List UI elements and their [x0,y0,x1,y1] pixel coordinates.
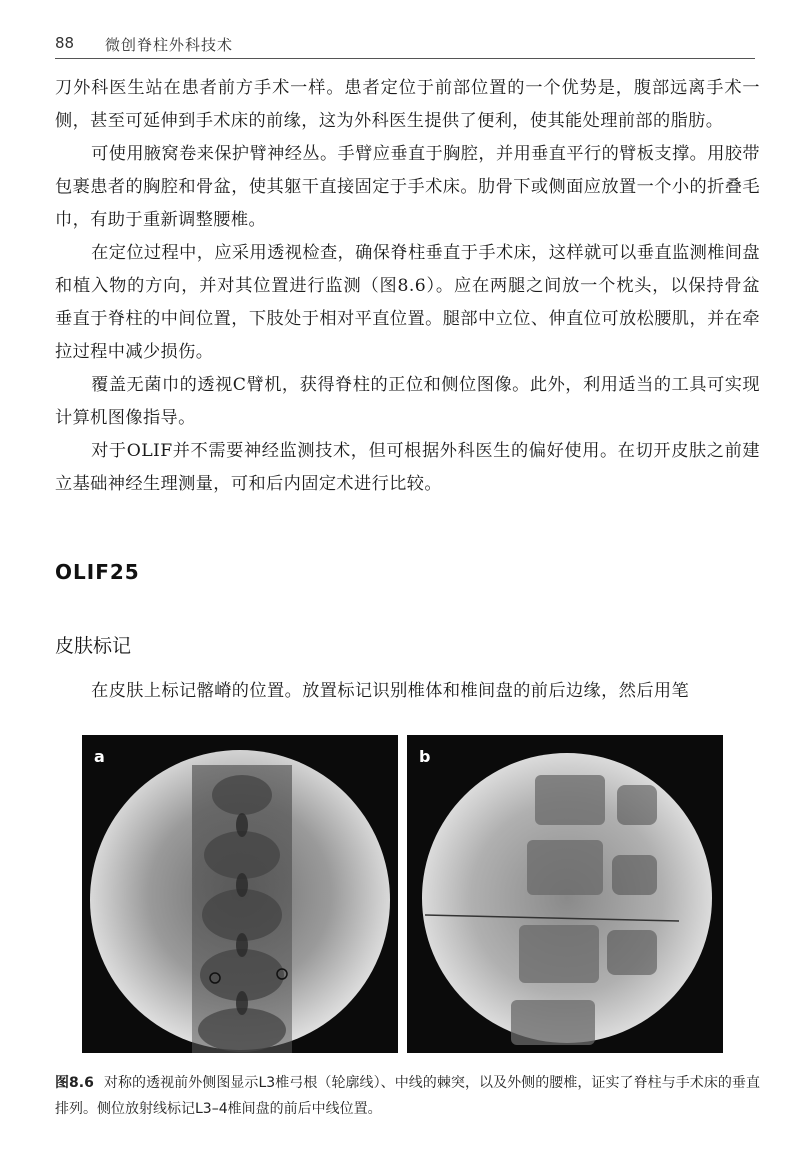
lateral-xray-drawing [407,735,723,1053]
figure-8-6 [82,735,725,1055]
subsection-text [55,675,760,708]
figure-caption [55,1070,760,1122]
main-text [55,72,760,501]
book-title: 微创脊柱外科技术 [105,36,234,54]
panel-b-label: b [419,747,431,766]
panel-a-label: a [94,747,105,766]
paragraph-3: 在定位过程中，应采用透视检查，确保脊柱垂直于手术床，这样就可以垂直监测椎间盘和植入物的方向，并对其位置进行监测（图8.6）。应在两腿之间放一个枕头，以保持骨盆垂直于脊柱的中间位置，下肢处于相对平直位置。腿部中立位、伸直位可放松腰肌，并在牵拉过程中减少损伤。 [55,243,760,362]
paragraph-1: 刀外科医生站在患者前方手术一样。患者定位于前部位置的一个优势是，腹部远离手术一侧，甚至可延伸到手术床的前缘，这为外科医生提供了便利，使其能处理前部的脂肪。 [55,78,760,131]
caption-text: 对称的透视前外侧图显示L3椎弓根（轮廓线）、中线的棘突，以及外侧的腰椎，证实了脊柱与手术床的垂直排列。侧位放射线标记L3–4椎间盘的前后中线位置。 [55,1075,760,1117]
paragraph-2: 可使用腋窝卷来保护臂神经丛。手臂应垂直于胸腔，并用垂直平行的臂板支撑。用胶带包裹患者的胸腔和骨盆，使其躯干直接固定于手术床。肋骨下或侧面应放置一个小的折叠毛巾，有助于重新调整腰椎。 [55,144,760,230]
page-number: 88 [55,34,75,52]
paragraph-4: 覆盖无菌巾的透视C臂机，获得脊柱的正位和侧位图像。此外，利用适当的工具可实现计算机图像指导。 [55,375,760,428]
section-title: OLIF25 [55,560,140,584]
page-header [55,30,755,59]
subsection-title: 皮肤标记 [55,635,132,657]
ap-xray-drawing [82,735,398,1053]
paragraph-5: 对于OLIF并不需要神经监测技术，但可根据外科医生的偏好使用。在切开皮肤之前建立基础神经生理测量，可和后内固定术进行比较。 [55,441,760,494]
fluoroscopy-ap-image [82,735,398,1053]
subsection-paragraph: 在皮肤上标记髂嵴的位置。放置标记识别椎体和椎间盘的前后边缘，然后用笔 [91,681,690,701]
fluoroscopy-lateral-image [407,735,723,1053]
caption-label: 图8.6 [55,1075,94,1091]
